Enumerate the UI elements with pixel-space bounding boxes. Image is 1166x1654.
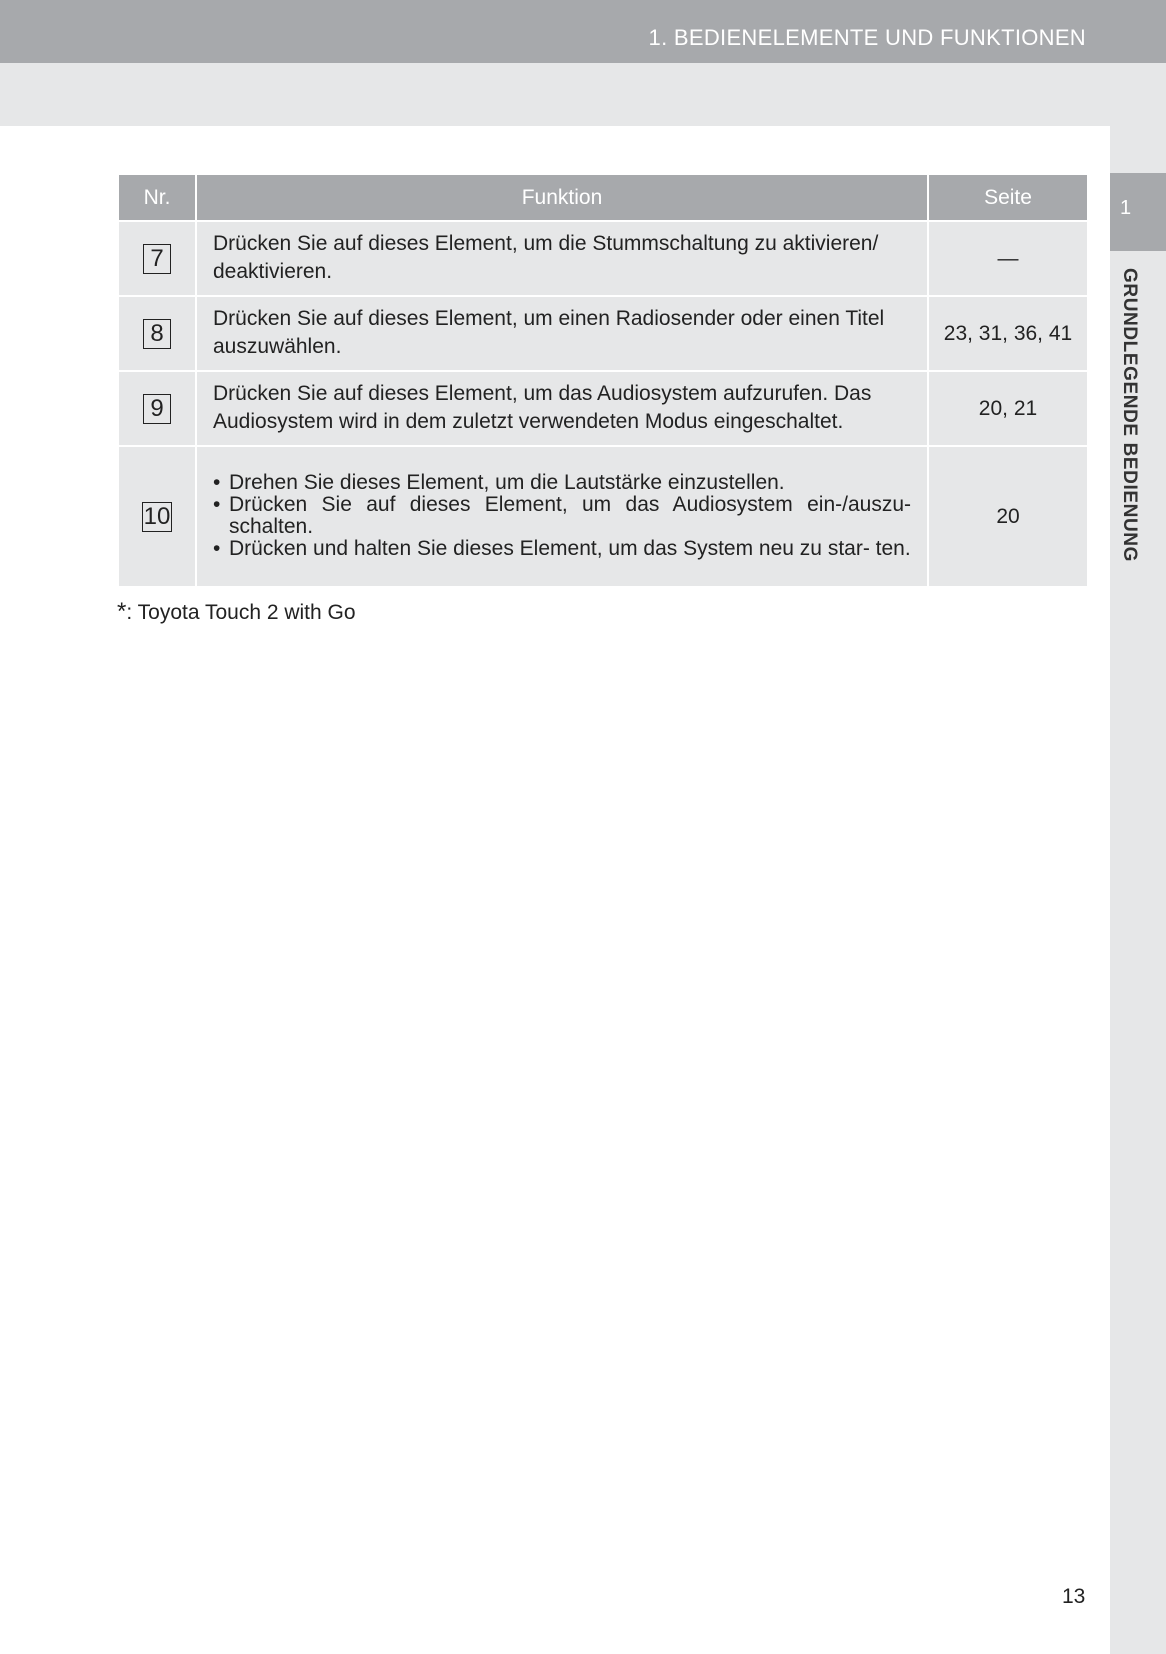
function-description <box>196 446 928 587</box>
column-header-funktion: Funktion <box>196 174 928 221</box>
bullet-item: • Drücken Sie auf dieses Element, um das Audiosystem ein-/auszu- schalten. <box>213 494 911 538</box>
header-bar <box>0 0 1166 63</box>
footnote-marker: * <box>117 598 127 625</box>
table-row <box>118 446 1088 587</box>
bullet-item: • Drücken und halten Sie dieses Element, um das System neu zu star- ten. <box>213 538 911 560</box>
function-description: Drücken Sie auf dieses Element, um die Stummschaltung zu aktivieren/ deaktivieren. <box>196 221 928 296</box>
page-reference: — <box>928 221 1088 296</box>
footnote-text: : Toyota Touch 2 with Go <box>126 601 356 624</box>
row-number-cell <box>118 446 196 587</box>
page-reference: 20, 21 <box>928 371 1088 446</box>
row-number-cell <box>118 296 196 371</box>
column-header-nr: Nr. <box>118 174 196 221</box>
function-description: Drücken Sie auf dieses Element, um das Audiosystem aufzurufen. Das Audiosystem wird in dem zuletzt verwendeten Modus eingeschaltet. <box>196 371 928 446</box>
function-description: Drücken Sie auf dieses Element, um einen Radiosender oder einen Titel auszuwählen. <box>196 296 928 371</box>
chapter-label: GRUNDLEGENDE BEDIENUNG <box>1119 268 1140 562</box>
page-number: 13 <box>1062 1585 1086 1608</box>
page-reference: 23, 31, 36, 41 <box>928 296 1088 371</box>
column-header-seite: Seite <box>928 174 1088 221</box>
row-number-box: 7 <box>143 244 171 274</box>
section-title: 1. BEDIENELEMENTE UND FUNKTIONEN <box>648 25 1086 50</box>
table-header-row <box>118 174 1088 221</box>
row-number-cell <box>118 371 196 446</box>
table-row <box>118 371 1088 446</box>
footnote <box>117 598 356 626</box>
bullet-item: • Drehen Sie dieses Element, um die Lautstärke einzustellen. <box>213 472 911 494</box>
page-reference: 20 <box>928 446 1088 587</box>
bullet-list <box>213 472 911 560</box>
row-number-box: 8 <box>143 319 171 349</box>
table-row <box>118 221 1088 296</box>
row-number-box: 9 <box>143 394 171 424</box>
chapter-number: 1 <box>1120 197 1132 219</box>
row-number-box: 10 <box>143 502 171 530</box>
row-number-cell <box>118 221 196 296</box>
chapter-tab <box>1110 173 1166 251</box>
function-table <box>117 173 1089 588</box>
table-row <box>118 296 1088 371</box>
header-band <box>0 63 1166 126</box>
